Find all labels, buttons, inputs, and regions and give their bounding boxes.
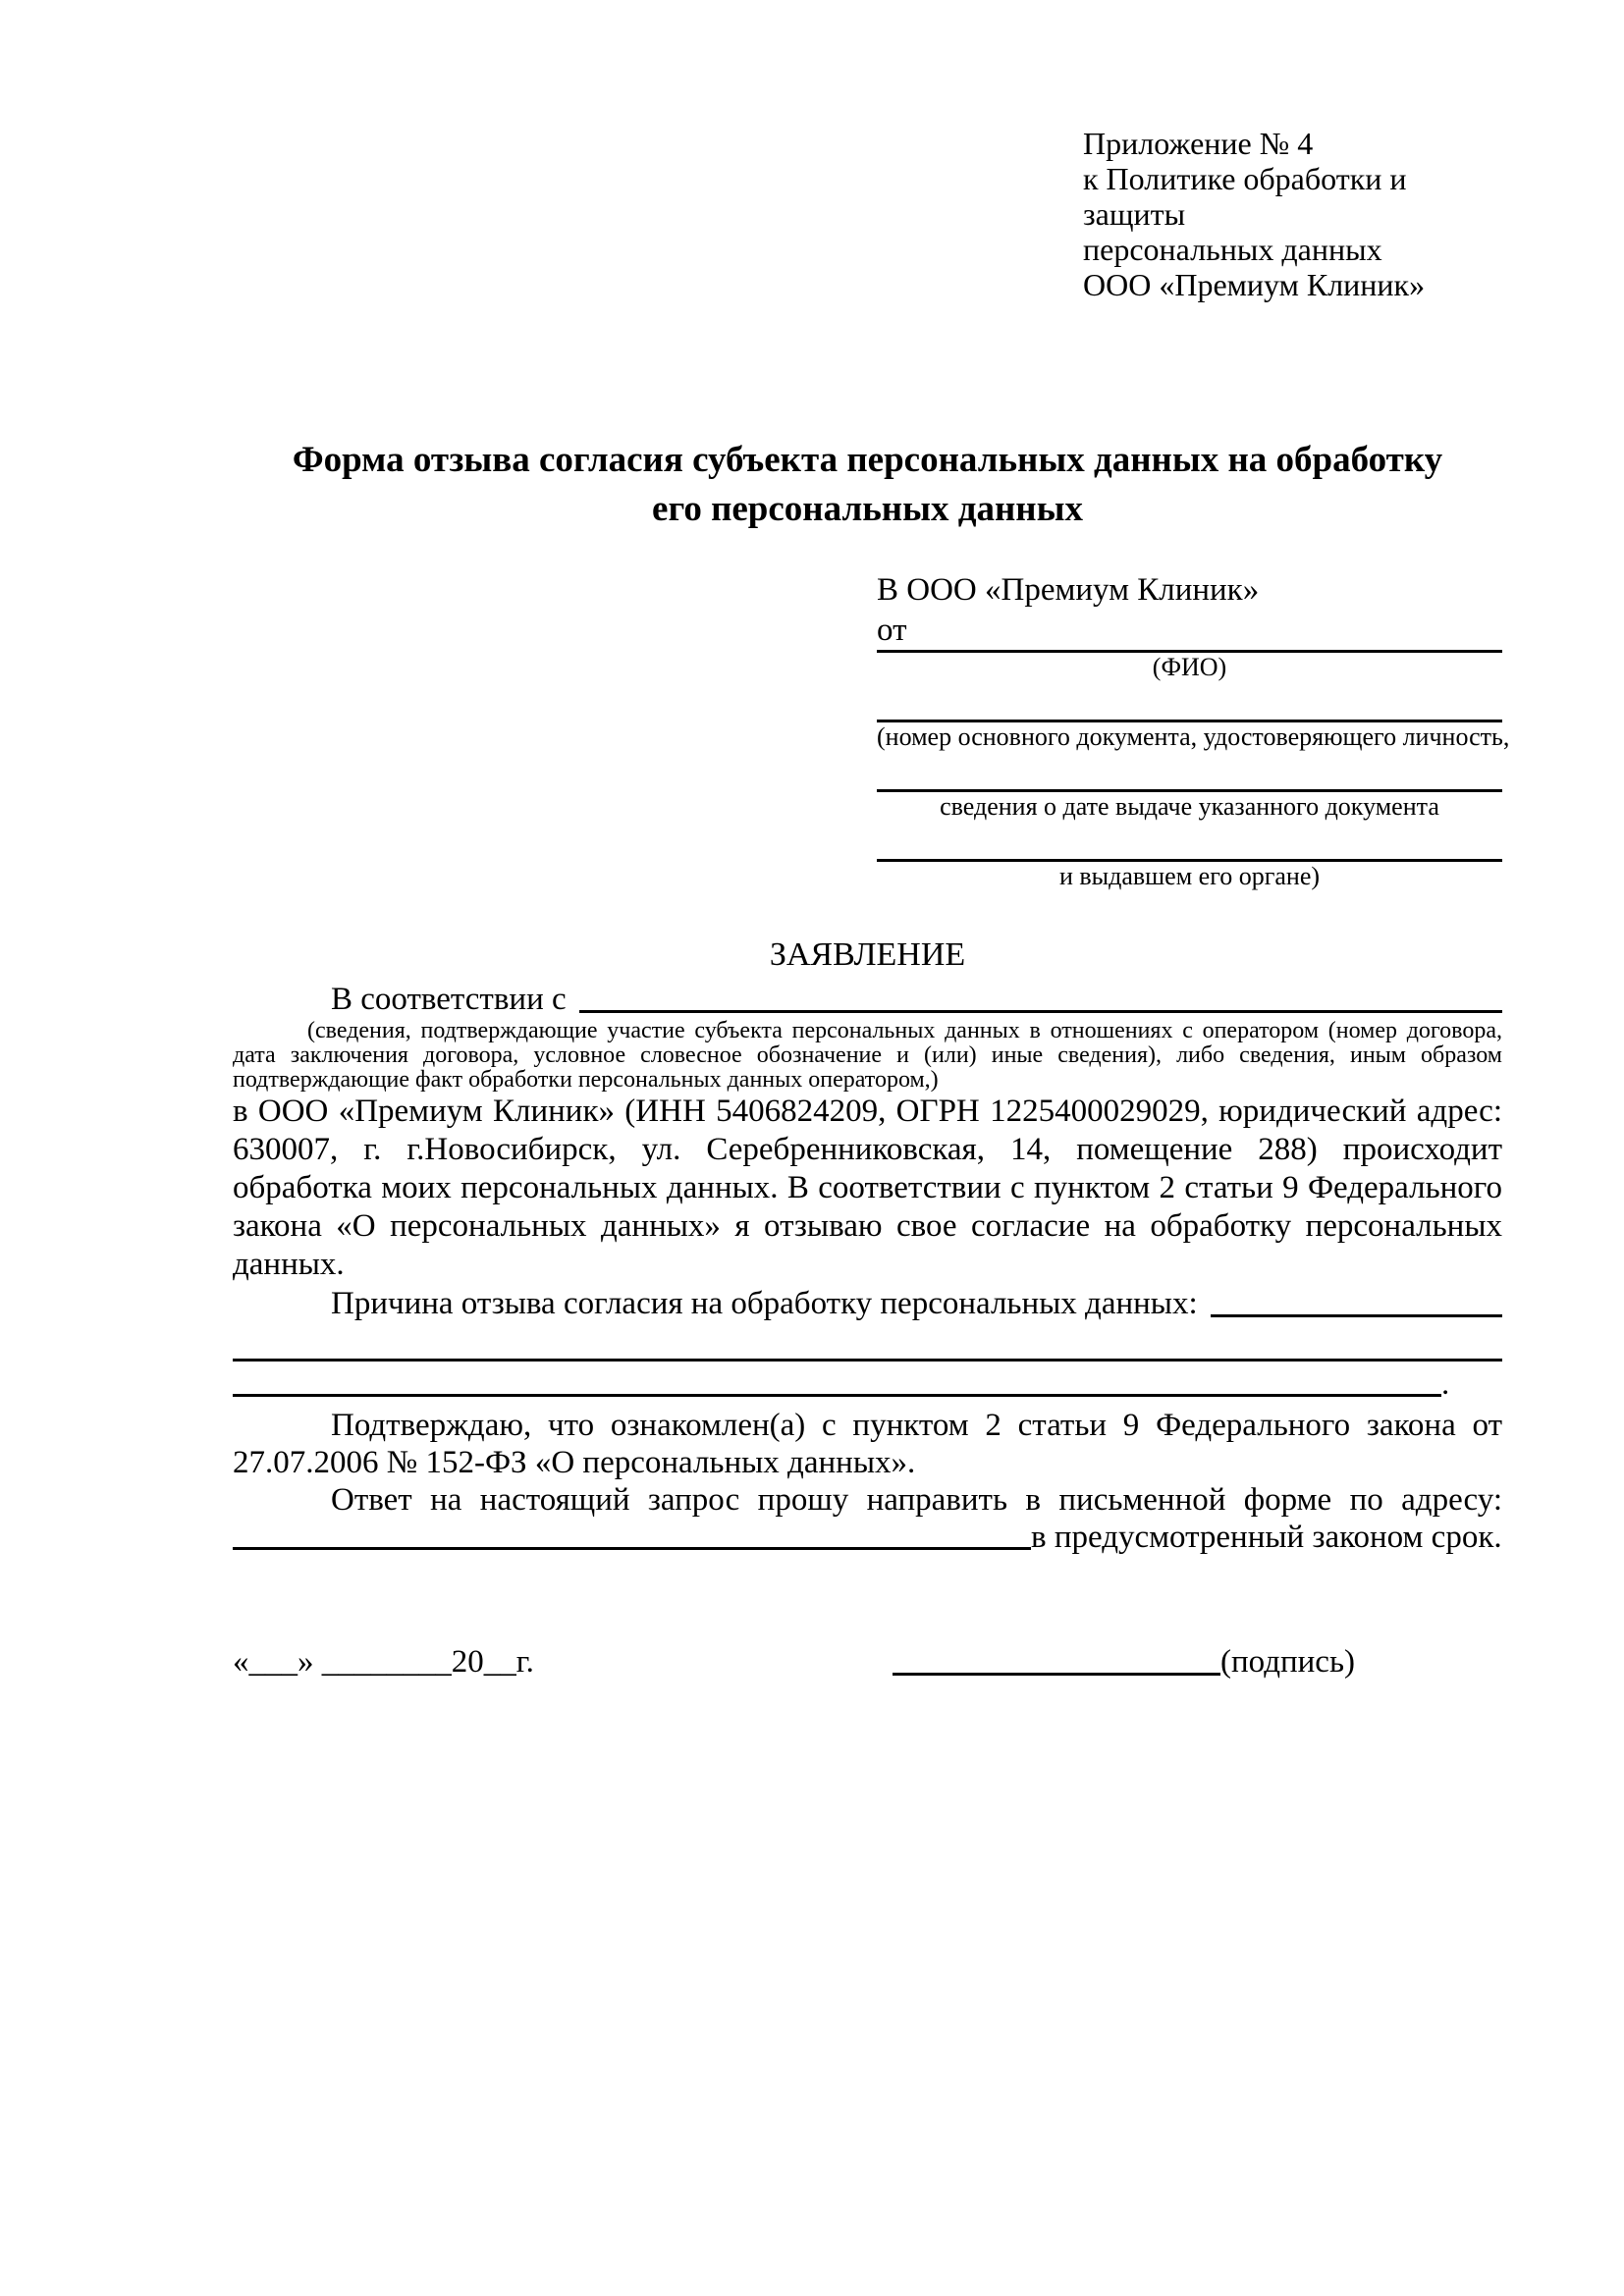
basis-row [233, 980, 1502, 1019]
reason-label: Причина отзыва согласия на обработку персональных данных: [331, 1286, 1198, 1321]
reply-address-row [233, 1519, 1502, 1556]
fio-field [877, 650, 1502, 682]
appendix-line: персональных данных [1083, 232, 1382, 267]
appendix-line: ООО «Премиум Клиник» [1083, 267, 1426, 302]
line-terminator: . [1441, 1366, 1450, 1402]
issuer-field [877, 859, 1502, 891]
addressee-from-label: от [877, 613, 907, 648]
appendix-block [1083, 126, 1502, 302]
reason-blank-line-3[interactable] [233, 1365, 1441, 1397]
reason-blank-line-3-row [233, 1365, 1502, 1403]
confirmation-paragraph: Подтверждаю, что ознакомлен(а) с пунктом 2 статьи 9 Федерального закона от 27.07.2006 № 152-ФЗ «О персональных данных». [233, 1408, 1502, 1480]
reply-paragraph: Ответ на настоящий запрос прошу направить в письменной форме по адресу: [331, 1482, 1502, 1518]
issue-date-field [877, 789, 1502, 822]
reason-blank-line-2[interactable] [233, 1359, 1502, 1362]
basis-blank-line[interactable] [579, 980, 1502, 1013]
document-title-line: Форма отзыва согласия субъекта персональных данных на обработку [292, 440, 1443, 480]
signature-group [893, 1642, 1355, 1682]
doc-number-caption: (номер основного документа, удостоверяющего личность, [877, 722, 1510, 751]
body-paragraph: в ООО «Премиум Клиник» (ИНН 5406824209, ОГРН 1225400029029, юридический адрес: 630007, г. г.Новосибирск, ул. Серебренниковская, 14, помещение 288) происходит обработка моих персональных данных. В соответствии с пунктом 2 статьи 9 Федерального закона «О персональных данных» я отзываю свое согласие на обработку персональных данных. [233, 1094, 1502, 1282]
appendix-line: Приложение № 4 [1083, 126, 1314, 161]
reason-blank-line[interactable] [1211, 1284, 1502, 1317]
addressee-block [877, 569, 1510, 891]
addressee-to: В ООО «Премиум Клиник» [877, 572, 1260, 608]
issuer-caption: и выдавшем его органе) [1058, 862, 1321, 890]
document-title-line: его персональных данных [652, 489, 1083, 529]
address-blank-line[interactable] [233, 1519, 1031, 1550]
doc-number-field [877, 720, 1510, 752]
fio-caption: (ФИО) [1152, 653, 1227, 681]
signature-caption: (подпись) [1220, 1644, 1355, 1680]
basis-label: В соответствии с [331, 982, 567, 1017]
document-title [233, 436, 1502, 534]
statement-heading: ЗАЯВЛЕНИЕ [769, 936, 966, 973]
date-blank[interactable]: «___» ________20__г. [233, 1644, 534, 1680]
reply-tail: в предусмотренный законом срок. [1031, 1520, 1502, 1555]
reason-row [233, 1284, 1502, 1323]
signature-blank-line[interactable] [893, 1673, 1220, 1676]
appendix-line: к Политике обработки и защиты [1083, 161, 1407, 232]
footer-row [233, 1642, 1502, 1682]
issue-date-caption: сведения о дате выдаче указанного документа [940, 792, 1439, 821]
fine-print-note: (сведения, подтверждающие участие субъекта персональных данных в отношениях с оператором (номер договора, дата заключения договора, условное словесное обозначение и (или) иные сведения), либо сведения, иным образом подтверждающие факт обработки персональных данных оператором,) [233, 1018, 1502, 1093]
